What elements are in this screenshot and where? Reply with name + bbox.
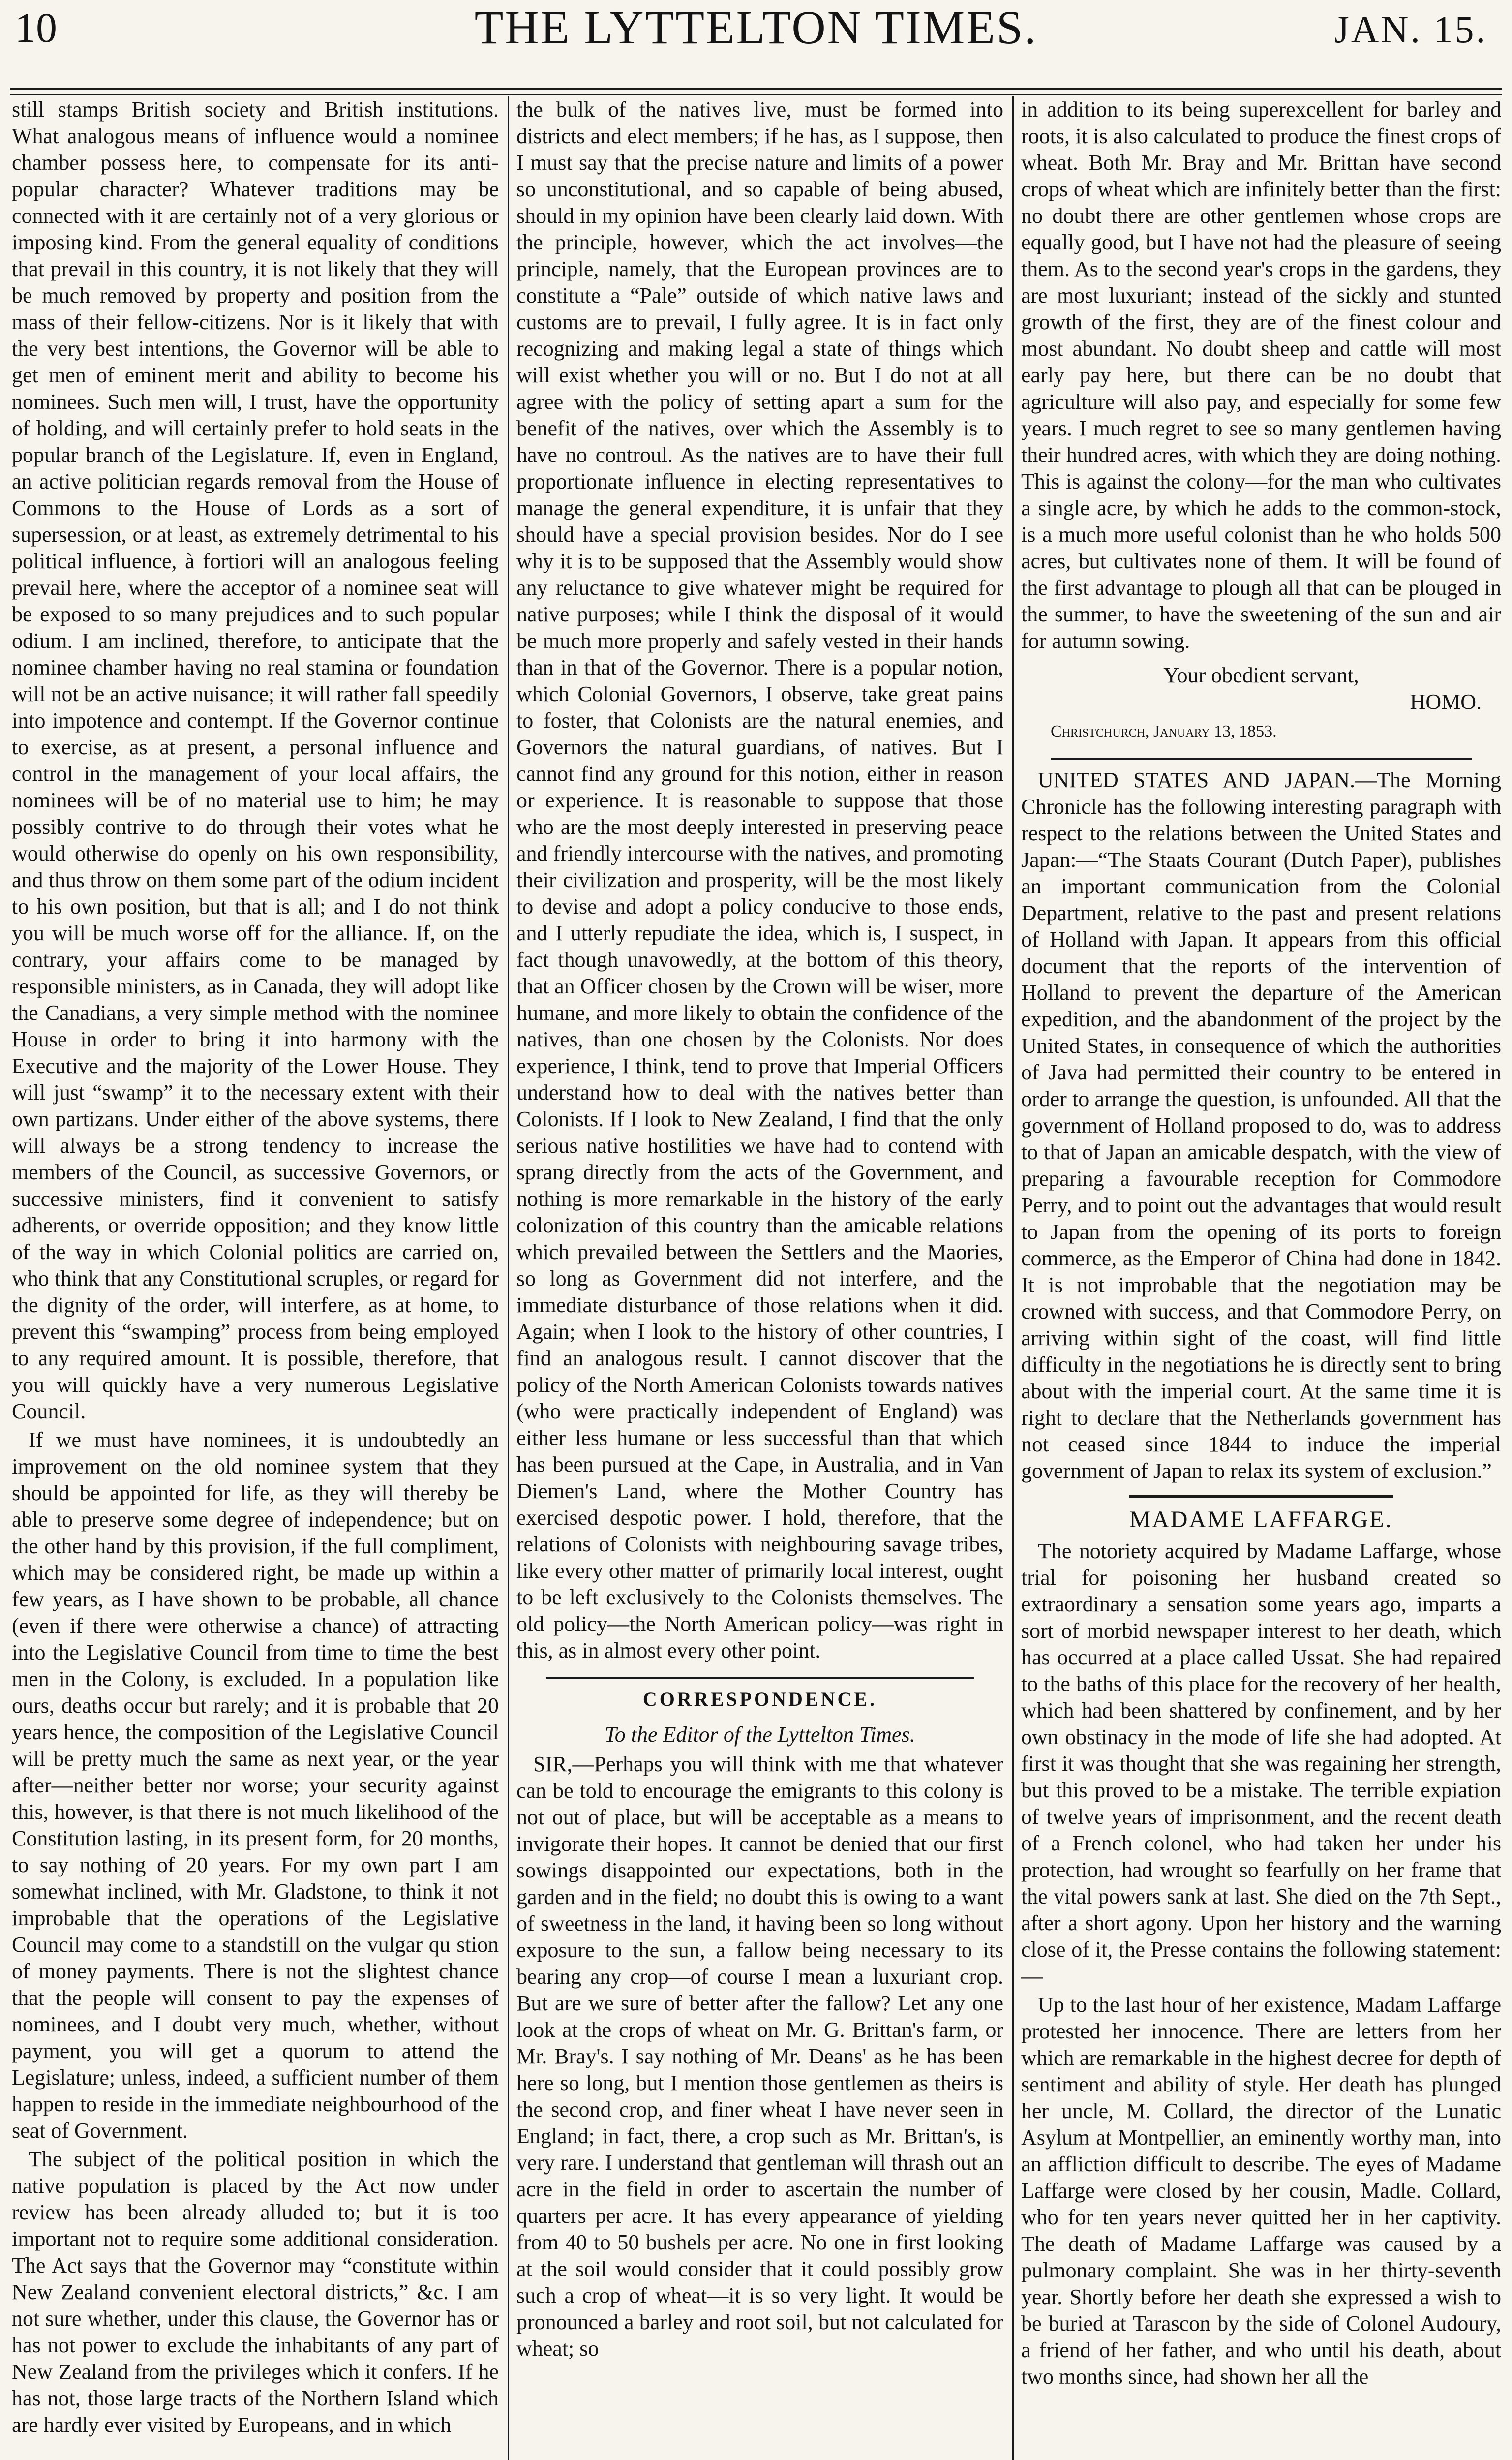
column-3 [1021, 96, 1501, 2460]
japan-text: —The Morning Chronicle has the following interesting paragraph with respect to the relations between the United States and Japan:—“The Staats Courant (Dutch Paper), publishes an important communication from the Colonial Department, relative to the past and present relations of Holland with Japan. It appears from this official document that the reports of the intervention of Holland to prevent the departure of the American expedition, and the abandonment of the project by the United States, in consequence of which the authorities of Java had permitted their country to be entered in order to arrange the question, is unfounded. All that the government of Holland proposed to do, was to address to that of Japan an amicable despatch, with the view of preparing a favourable reception for Commodore Perry, and to point out the advantages that would result to Japan from the opening of its ports to foreign commerce, as the Emperor of China had done in 1842. It is not improbable that the negotiation may be crowned with success, and that Commodore Perry, on arriving within sight of the coast, will find little difficulty in the negotiations he is directly sent to bring about with the imperial court. At the same time it is right to declare that the Netherlands government has not ceased since 1844 to induce the imperial government of Japan to relax its system of exclusion.” [1021, 768, 1501, 1483]
section-divider [1051, 758, 1472, 760]
column-2 [516, 96, 1003, 2460]
japan-article [1021, 767, 1501, 1484]
japan-lead: UNITED STATES AND JAPAN. [1038, 768, 1356, 792]
masthead-rule [10, 88, 1502, 95]
laffarge-heading: MADAME LAFFARGE. [1129, 1507, 1393, 1533]
column-1 [12, 96, 499, 2460]
article-paragraph: still stamps British society and British institutions. What analogous means of influence would a nominee chamber possess here, to compensate for its anti-popular character? Whatever traditions may be connected with it are certainly not of a very glorious or imposing kind. From the general equality of conditions that prevail in this country, it is not likely that they will be much removed by property and position from the mass of their fellow-citizens. Nor is it likely that with the very best intentions, the Governor will be able to get men of eminent merit and ability to become his nominees. Such men will, I trust, have the opportunity of holding, and will certainly prefer to hold seats in the popular branch of the Legislature. If, even in England, an active politician regards removal from the House of Commons to the House of Lords as a sort of supersession, or at least, as extremely detrimental to his political influence, à fortiori will an analogous feeling prevail here, where the acceptor of a nominee seat will be exposed to so many prejudices and to such popular odium. I am inclined, therefore, to anticipate that the nominee chamber having no real stamina or foundation will not be an active nuisance; it will rather fall speedily into impotence and contempt. If the Governor continue to exercise, as at present, a personal influence and control in the management of your local affairs, the nominees will be of no material use to him; he may possibly contrive to do through their votes what he would otherwise do openly on his own responsibility, and thus throw on them some part of the odium incident to his own position, but that is all; and I do not think you will be much worse off for the alliance. If, on the contrary, your affairs come to be managed by responsible ministers, as in Canada, they will adopt like the Canadians, a very simple method with the nominee House in order to bring it into harmony with the Executive and the majority of the Lower House. They will just “swamp” it to the necessary extent with their own partizans. Under either of the above systems, there will always be a strong tendency to increase the members of the Council, as successive Governors, or successive ministers, find it convenient to satisfy adherents, or override opposition; and they know little of the way in which Colonial politics are carried on, who think that any Constitutional scruples, or regard for the dignity of the order, will interfere, as at home, to prevent this “swamping” process from being employed to any required amount. It is possible, therefore, that you will quickly have a very numerous Legislative Council. [12, 97, 499, 1423]
letter-place-date: Christchurch, January 13, 1853. [1051, 722, 1277, 740]
column-divider [1012, 96, 1014, 2460]
laffarge-paragraph: Up to the last hour of her existence, Madam Laffarge protested her innocence. There are letters from her which are remarkable in the highest decree for depth of sentiment and ability of style. Her death has plunged her uncle, M. Collard, the director of the Lunatic Asylum at Montpellier, an eminently worthy man, into an affliction difficult to describe. The eyes of Madame Laffarge were closed by her cousin, Madle. Collard, who for ten years never quitted her in her captivity. The death of Madame Laffarge was caused by a pulmonary complaint. She was in her thirty-seventh year. Shortly before her death she expressed a wish to be buried at Tarascon by the side of Colonel Audoury, a friend of her father, and who until his death, about two months since, had shown her all the [1021, 1993, 1501, 2389]
laffarge-paragraph: The notoriety acquired by Madame Laffarge, whose trial for poisoning her husband created so extraordinary a sensation some years ago, imparts a sort of morbid newspaper interest to her death, which has occurred at a place called Ussat. She had repaired to the baths of this place for the recovery of her health, which had been shattered by confinement, and by her own obstinacy in the mode of life she had adopted. At first it was thought that she was regaining her strength, but this proved to be a mistake. The terrible expiation of twelve years of imprisonment, and the recent death of a French colonel, who had taken her under his protection, had wrought so fearfully on her frame that the vital powers sank at last. She died on the 7th Sept., after a short agony. Upon her history and the warning close of it, the Presse contains the following statement:— [1021, 1539, 1501, 1988]
article-paragraph: the bulk of the natives live, must be formed into districts and elect members; if he has, as I suppose, then I must say that the precise nature and limits of a power so unconstitutional, and so capable of being abused, should in my opinion have been clearly laid down. With the principle, however, which the act involves—the principle, namely, that the European provinces are to constitute a “Pale” outside of which native laws and customs are to prevail, I fully agree. It is in fact only recognizing and making legal a state of things which will exist whether you will or no. But I do not at all agree with the policy of setting apart a sum for the benefit of the natives, over which the Assembly is to have no controul. As the natives are to have their full proportionate influence in electing representatives to manage the general expenditure, it is unfair that they should have a special provision besides. Nor do I see why it is to be supposed that the Assembly would show any reluctance to give whatever might be required for native purposes; while I think the disposal of it would be much more properly and safely vested in their hands than in that of the Governor. There is a popular notion, which Colonial Governors, I observe, take great pains to foster, that Colonists are the natural enemies, and Governors the natural guardians, of natives. But I cannot find any ground for this notion, either in reason or experience. It is reasonable to suppose that those who are the most deeply interested in preserving peace and friendly intercourse with the natives, and promoting their civilization and prosperity, will be the most likely to devise and adopt a policy conducive to those ends, and I utterly repudiate the idea, which is, I suspect, in fact though unavowedly, at the bottom of this theory, that an Officer chosen by the Crown will be wiser, more humane, and more likely to obtain the confidence of the natives, than one chosen by the Colonists. Nor does experience, I think, tend to prove that Imperial Officers understand how to deal with the natives better than Colonists. If I look to New Zealand, I find that the only serious native hostilities we have had to contend with sprang directly from the acts of the Government, and nothing is more remarkable in the history of the early colonization of this country than the amicable relations which prevailed between the Settlers and the Maories, so long as Government did not interfere, and the immediate disturbance of those relations when it did. Again; when I look to the history of other countries, I find an analogous result. I cannot discover that the policy of the North American Colonists towards natives (who were practically independent of England) was either less humane or less successful than that which has been pursued at the Cape, in Australia, and in Van Diemen's Land, where the Mother Country has exercised despotic power. I hold, therefore, that the relations of Colonists with neighbouring savage tribes, like every other matter of primarily local interest, ought to be left exclusively to the Colonists themselves. The old policy—the North American policy—was right in this, as in almost every other point. [516, 97, 1003, 1662]
letter-paragraph: SIR,—Perhaps you will think with me that whatever can be told to encourage the emigrants to this colony is not out of place, but will be acceptable as a means to invigorate their hopes. It cannot be denied that our first sowings disappointed our expectations, both in the garden and in the field; no doubt this is owing to a want of sweetness in the land, it having been so long without exposure to the sun, a fallow being necessary to its bearing any crop—of course I mean a luxuriant crop. But are we sure of better after the fallow? Let any one look at the crops of wheat on Mr. G. Brittan's farm, or Mr. Bray's. I say nothing of Mr. Deans' as he has been here so long, but I mention those gentlemen as theirs is the second crop, and finer wheat I have never seen in England; in fact, there, a crop such as Mr. Brittan's, is very rare. I understand that gentleman will thrash out an acre in the field in order to ascertain the number of quarters per acre. It has every appearance of yielding from 40 to 50 bushels per acre. No one in first looking at the soil would consider that it could possibly grow such a crop of wheat—it is so very light. It would be pronounced a barley and root soil, but not calculated for wheat; so [516, 1752, 1003, 2361]
paper-title: THE LYTTELTON TIMES. [474, 1, 1038, 54]
correspondence-heading: CORRESPONDENCE. [642, 1688, 877, 1710]
page-number: 10 [15, 4, 57, 51]
article-paragraph: The subject of the political position in which the native population is placed by the Act now under review has been already alluded to; but it is too important not to require some additional consideration. The Act says that the Governor may “constitute within New Zealand convenient electoral districts,” &c. I am not sure whether, under this clause, the Governor has or has not power to exclude the inhabitants of any part of New Zealand from the privileges which it confers. If he has not, those large tracts of the Northern Island which are hardly ever visited by Europeans, and in which [12, 2147, 499, 2437]
masthead [0, 0, 1512, 98]
letter-paragraph: in addition to its being superexcellent for barley and roots, it is also calculated to produce the finest crops of wheat. Both Mr. Bray and Mr. Brittan have second crops of wheat which are infinitely better than the first: no doubt there are other gentlemen whose crops are equally good, but I have not had the pleasure of seeing them. As to the second year's crops in the gardens, they are most luxuriant; instead of the sickly and stunted growth of the first, they are of the finest colour and most abundant. No doubt sheep and cattle will most early pay here, but there can be no doubt that agriculture will also pay, and especially for some few years. I much regret to see so many gentlemen having their hundred acres, with which they are doing nothing. This is against the colony—for the man who cultivates a single acre, by which he adds to the common-stock, is a much more useful colonist than he who holds 500 acres, but cultivates none of them. It will be found of the first advantage to plough all that can be plouged in the summer, to have the sweetening of the sun and air for autumn sowing. [1021, 97, 1501, 653]
letter-signature: HOMO. [1410, 690, 1482, 714]
column-divider [508, 96, 509, 2460]
section-divider [546, 1677, 974, 1679]
correspondence-subheading: To the Editor of the Lyttelton Times. [605, 1722, 915, 1747]
section-divider [1129, 1495, 1393, 1498]
article-paragraph: If we must have nominees, it is undoubtedly an improvement on the old nominee system that they should be appointed for life, as they will thereby be able to preserve some degree of independence; but on the other hand by this provision, if the full compliment, which may be considered right, be made up within a few years, as I have shown to be probable, all chance (even if there were otherwise a chance) of attracting into the Legislative Council from time to time the best men in the Colony, is excluded. In a population like ours, deaths occur but rarely; and it is probable that 20 years hence, the composition of the Legislative Council will be pretty much the same as next year, or the year after—neither better nor worse; your security against this, however, is that there is not much likelihood of the Constitution lasting, in its present form, for 20 months, to say nothing of 20 years. For my own part I am somewhat inclined, with Mr. Gladstone, to think it not improbable that the operations of the Legislative Council may come to a standstill on the vulgar qu stion of money payments. There is not the slightest chance that the people will consent to pay the expenses of nominees, and I doubt very much, whether, without payment, you will get a quorum to attend the Legislature; unless, indeed, a sufficient number of them happen to reside in the immediate neighbourhood of the seat of Government. [12, 1428, 499, 2143]
issue-date: JAN. 15. [1334, 8, 1487, 51]
letter-closing: Your obedient servant, [1163, 663, 1359, 687]
